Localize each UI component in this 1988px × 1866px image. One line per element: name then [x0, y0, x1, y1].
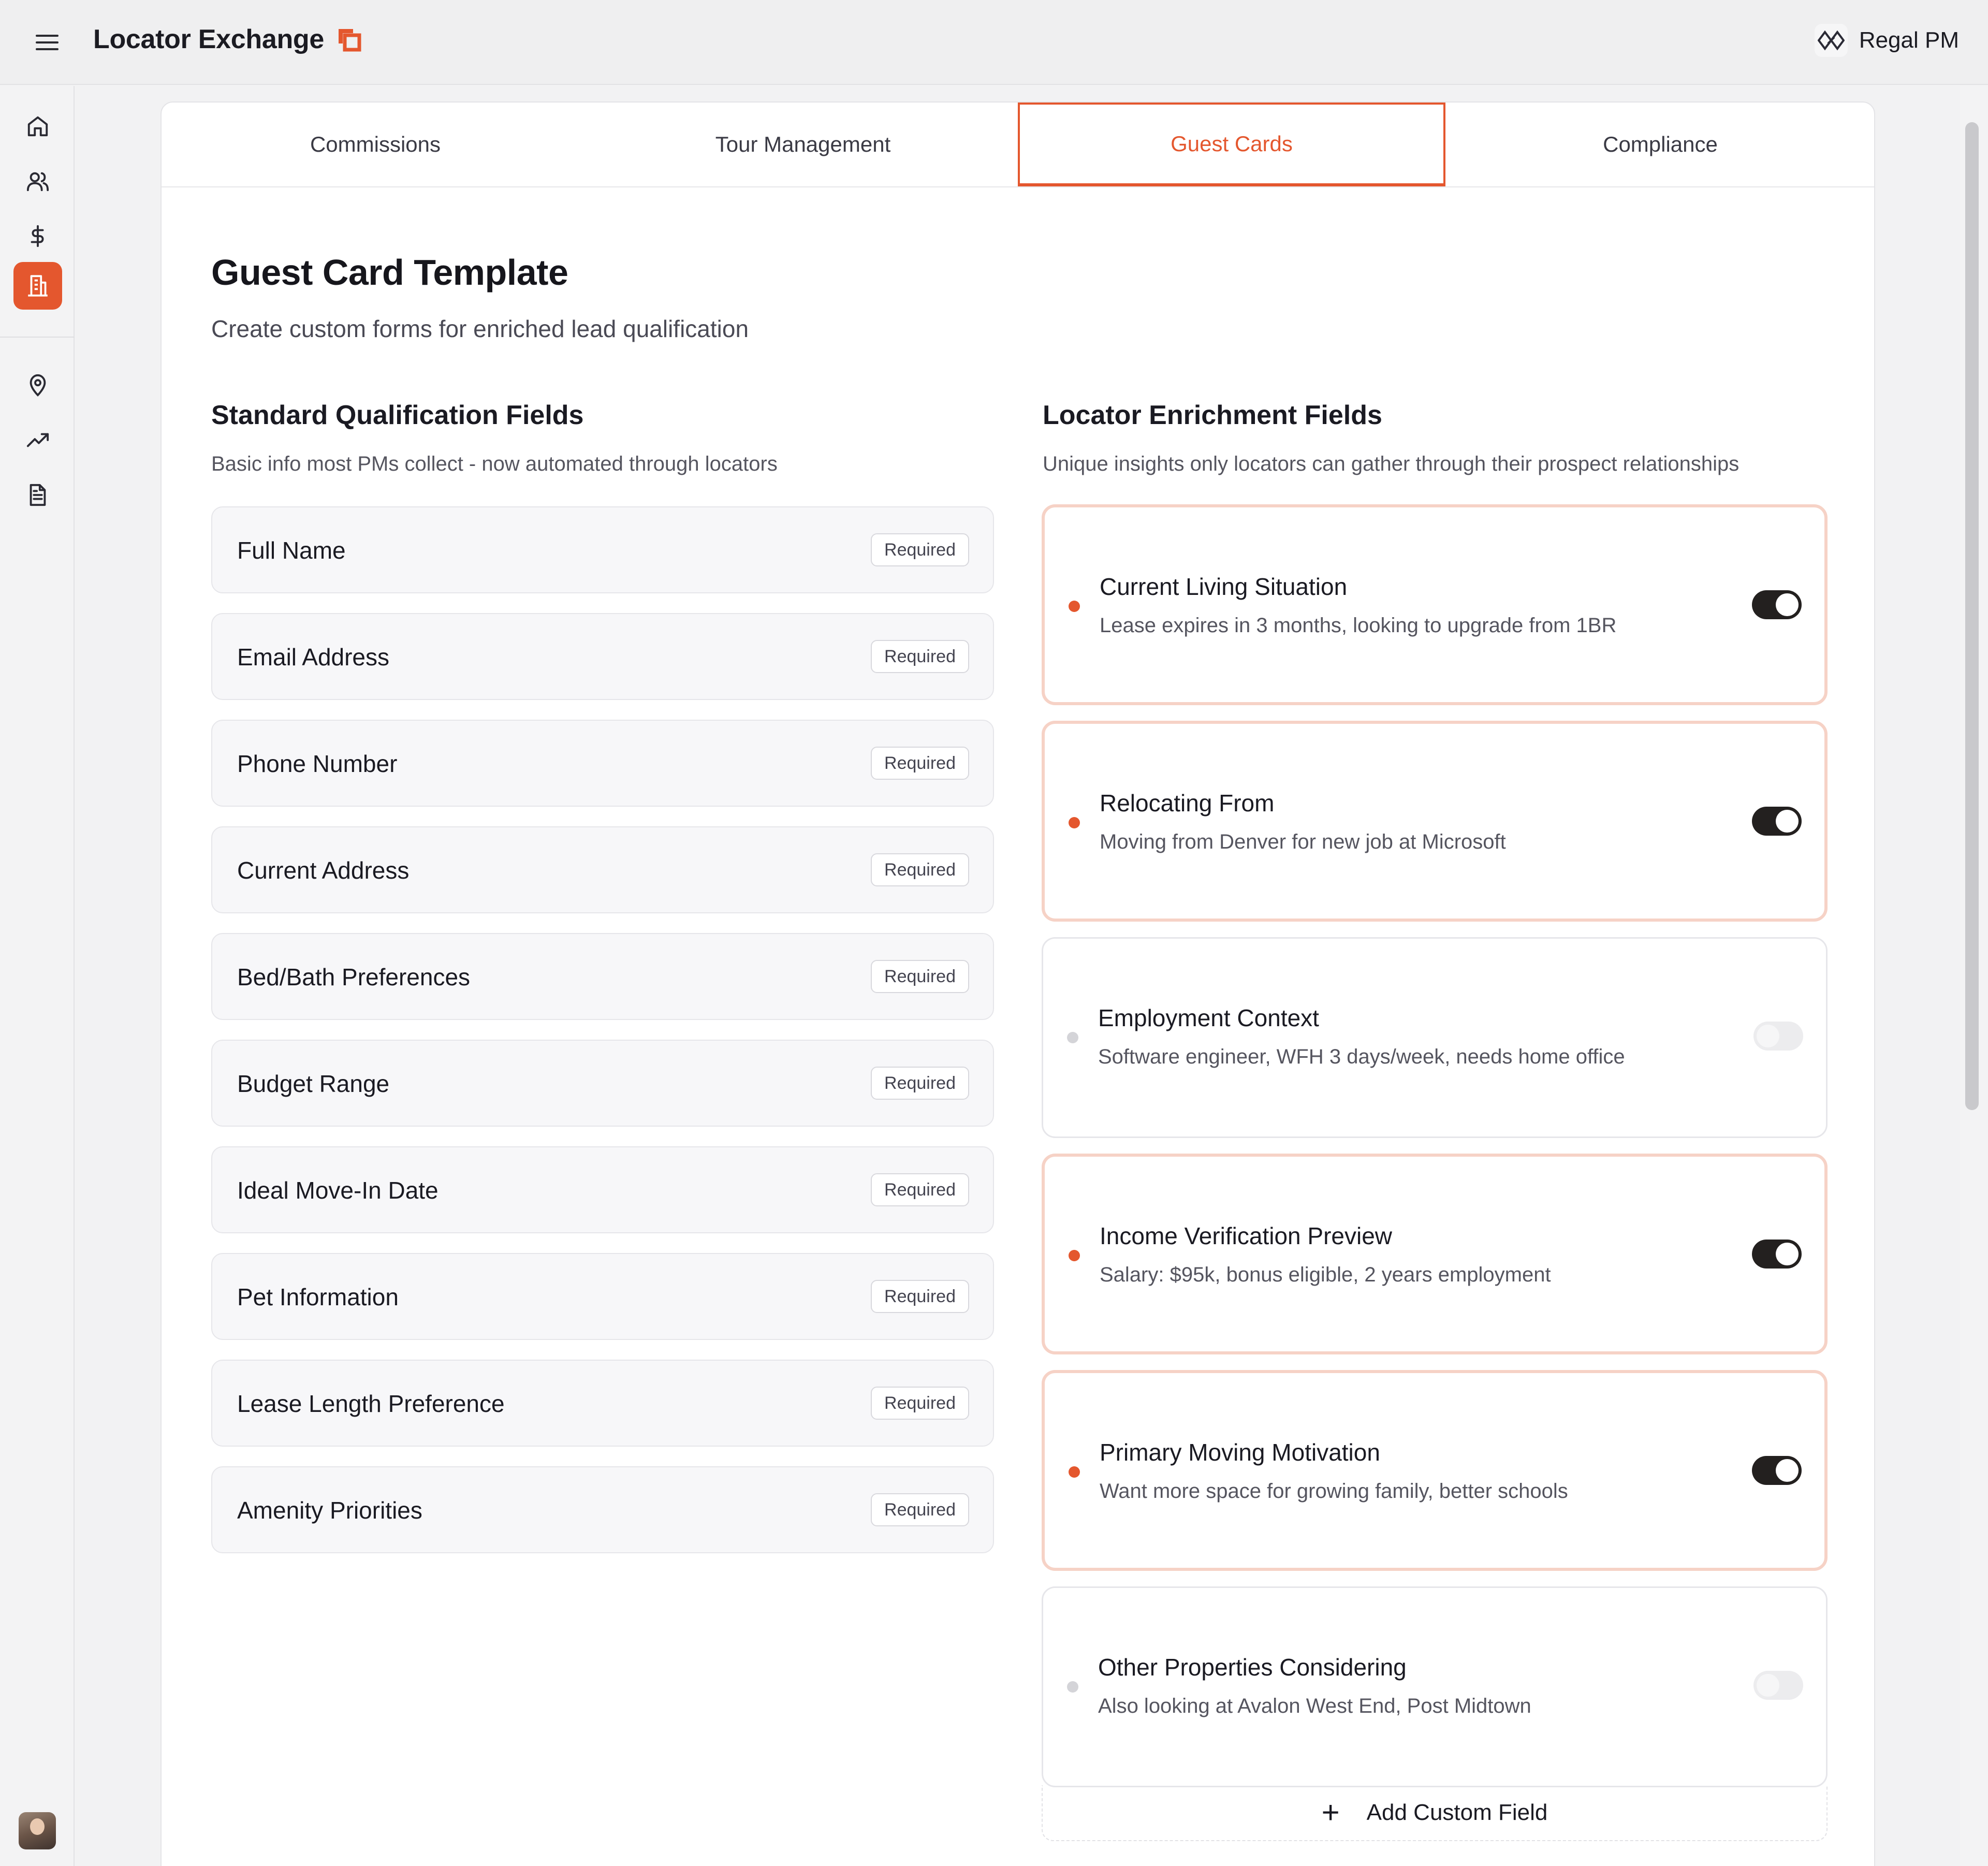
standard-field-row	[211, 1253, 994, 1340]
sidebar-item-commissions[interactable]	[13, 212, 62, 260]
location-pin-icon	[26, 373, 50, 397]
standard-field-row	[211, 933, 994, 1020]
enrichment-field-card	[1042, 1370, 1828, 1571]
tab-tour-management[interactable]: Tour Management	[715, 132, 891, 156]
status-dot	[1067, 1681, 1078, 1693]
account-switcher[interactable]	[1815, 24, 1959, 57]
enrichment-field-card	[1042, 1154, 1828, 1354]
enrichment-fields-title: Locator Enrichment Fields	[1043, 400, 1382, 430]
enrichment-field-title: Income Verification Preview	[1100, 1222, 1393, 1249]
required-badge: Required	[871, 853, 969, 886]
standard-field-row	[211, 613, 994, 700]
field-label: Email Address	[237, 644, 390, 670]
enable-toggle[interactable]	[1752, 807, 1802, 836]
standard-field-row	[211, 1360, 994, 1447]
required-badge: Required	[871, 1173, 969, 1206]
enable-toggle[interactable]	[1752, 590, 1802, 619]
enrichment-field-example: Salary: $95k, bonus eligible, 2 years employment	[1100, 1263, 1551, 1286]
required-badge: Required	[871, 1280, 969, 1313]
status-dot	[1069, 1466, 1080, 1478]
trend-up-icon	[26, 428, 50, 452]
enrichment-field-card	[1042, 937, 1828, 1138]
add-custom-field-button[interactable]	[1042, 1785, 1828, 1841]
enrichment-field-card	[1042, 504, 1828, 705]
required-badge: Required	[871, 1493, 969, 1526]
enrichment-fields-subtitle: Unique insights only locators can gather through their prospect relationships	[1043, 453, 1740, 475]
required-badge: Required	[871, 960, 969, 993]
enrichment-field-example: Want more space for growing family, better schools	[1100, 1480, 1568, 1503]
enrichment-field-example: Also looking at Avalon West End, Post Midtown	[1098, 1695, 1531, 1717]
field-label: Amenity Priorities	[237, 1497, 422, 1524]
page-subtitle: Create custom forms for enriched lead qualification	[211, 315, 749, 342]
add-custom-field-label: Add Custom Field	[1366, 1800, 1548, 1825]
enable-toggle[interactable]	[1752, 1456, 1802, 1485]
brand-logo-icon	[335, 26, 362, 53]
document-icon	[26, 483, 50, 507]
enrichment-field-title: Other Properties Considering	[1098, 1654, 1407, 1681]
enrichment-field-title: Current Living Situation	[1100, 573, 1348, 600]
user-avatar[interactable]	[19, 1812, 56, 1849]
sidebar-item-locations[interactable]	[13, 361, 62, 409]
enrichment-field-example: Moving from Denver for new job at Microsoft	[1100, 830, 1506, 853]
enrichment-field-title: Employment Context	[1098, 1004, 1319, 1031]
standard-field-row	[211, 720, 994, 807]
field-label: Full Name	[237, 537, 346, 564]
tab-bar	[162, 103, 1874, 187]
menu-icon[interactable]	[31, 29, 63, 56]
standard-field-row	[211, 1466, 994, 1553]
tab-commissions[interactable]: Commissions	[310, 132, 441, 156]
building-icon	[25, 273, 51, 299]
sidebar-item-people[interactable]	[13, 157, 62, 205]
enrichment-field-example: Software engineer, WFH 3 days/week, needs home office	[1098, 1045, 1625, 1068]
company-logo-icon	[1815, 24, 1848, 57]
scrollbar-thumb[interactable]	[1965, 122, 1979, 1110]
field-label: Bed/Bath Preferences	[237, 964, 471, 990]
required-badge: Required	[871, 1067, 969, 1100]
status-dot	[1067, 1032, 1078, 1043]
required-badge: Required	[871, 640, 969, 673]
standard-fields-title: Standard Qualification Fields	[211, 400, 584, 430]
sidebar-divider	[0, 337, 75, 338]
sidebar-item-guest-cards[interactable]	[13, 262, 62, 310]
account-name: Regal PM	[1859, 27, 1959, 53]
required-badge: Required	[871, 1387, 969, 1420]
main-panel	[160, 101, 1875, 1866]
status-dot	[1069, 1250, 1080, 1261]
standard-field-row	[211, 506, 994, 593]
app-title-text: Locator Exchange	[93, 24, 324, 54]
enrichment-field-card	[1042, 1586, 1828, 1787]
tab-compliance[interactable]: Compliance	[1603, 132, 1718, 156]
enrichment-field-example: Lease expires in 3 months, looking to upgrade from 1BR	[1100, 614, 1617, 637]
sidebar-item-documents[interactable]	[13, 471, 62, 519]
field-label: Lease Length Preference	[237, 1390, 505, 1417]
plus-icon: +	[1321, 1795, 1340, 1830]
standard-field-row	[211, 1146, 994, 1233]
page-title: Guest Card Template	[211, 252, 568, 293]
standard-fields-subtitle: Basic info most PMs collect - now automated through locators	[211, 453, 778, 475]
field-label: Current Address	[237, 857, 410, 884]
enable-toggle[interactable]	[1752, 1240, 1802, 1269]
dollar-icon	[26, 224, 50, 248]
users-icon	[26, 169, 50, 193]
app-title	[93, 24, 362, 55]
field-label: Pet Information	[237, 1284, 399, 1310]
status-dot	[1069, 817, 1080, 828]
sidebar-item-analytics[interactable]	[13, 416, 62, 464]
enrichment-field-title: Primary Moving Motivation	[1100, 1439, 1380, 1466]
standard-field-row	[211, 1040, 994, 1127]
required-badge: Required	[871, 533, 969, 566]
enrichment-field-title: Relocating From	[1100, 790, 1275, 817]
sidebar-item-home[interactable]	[13, 103, 62, 150]
field-label: Phone Number	[237, 750, 398, 777]
sidebar-nav	[0, 86, 75, 1866]
enable-toggle[interactable]	[1753, 1022, 1803, 1051]
top-bar	[0, 0, 1988, 85]
status-dot	[1069, 601, 1080, 612]
enable-toggle[interactable]	[1753, 1671, 1803, 1700]
required-badge: Required	[871, 747, 969, 780]
field-label: Budget Range	[237, 1070, 390, 1097]
enrichment-field-card	[1042, 721, 1828, 922]
standard-field-row	[211, 826, 994, 913]
home-icon	[26, 114, 50, 138]
tab-guest-cards[interactable]: Guest Cards	[1018, 103, 1445, 186]
field-label: Ideal Move-In Date	[237, 1177, 438, 1204]
